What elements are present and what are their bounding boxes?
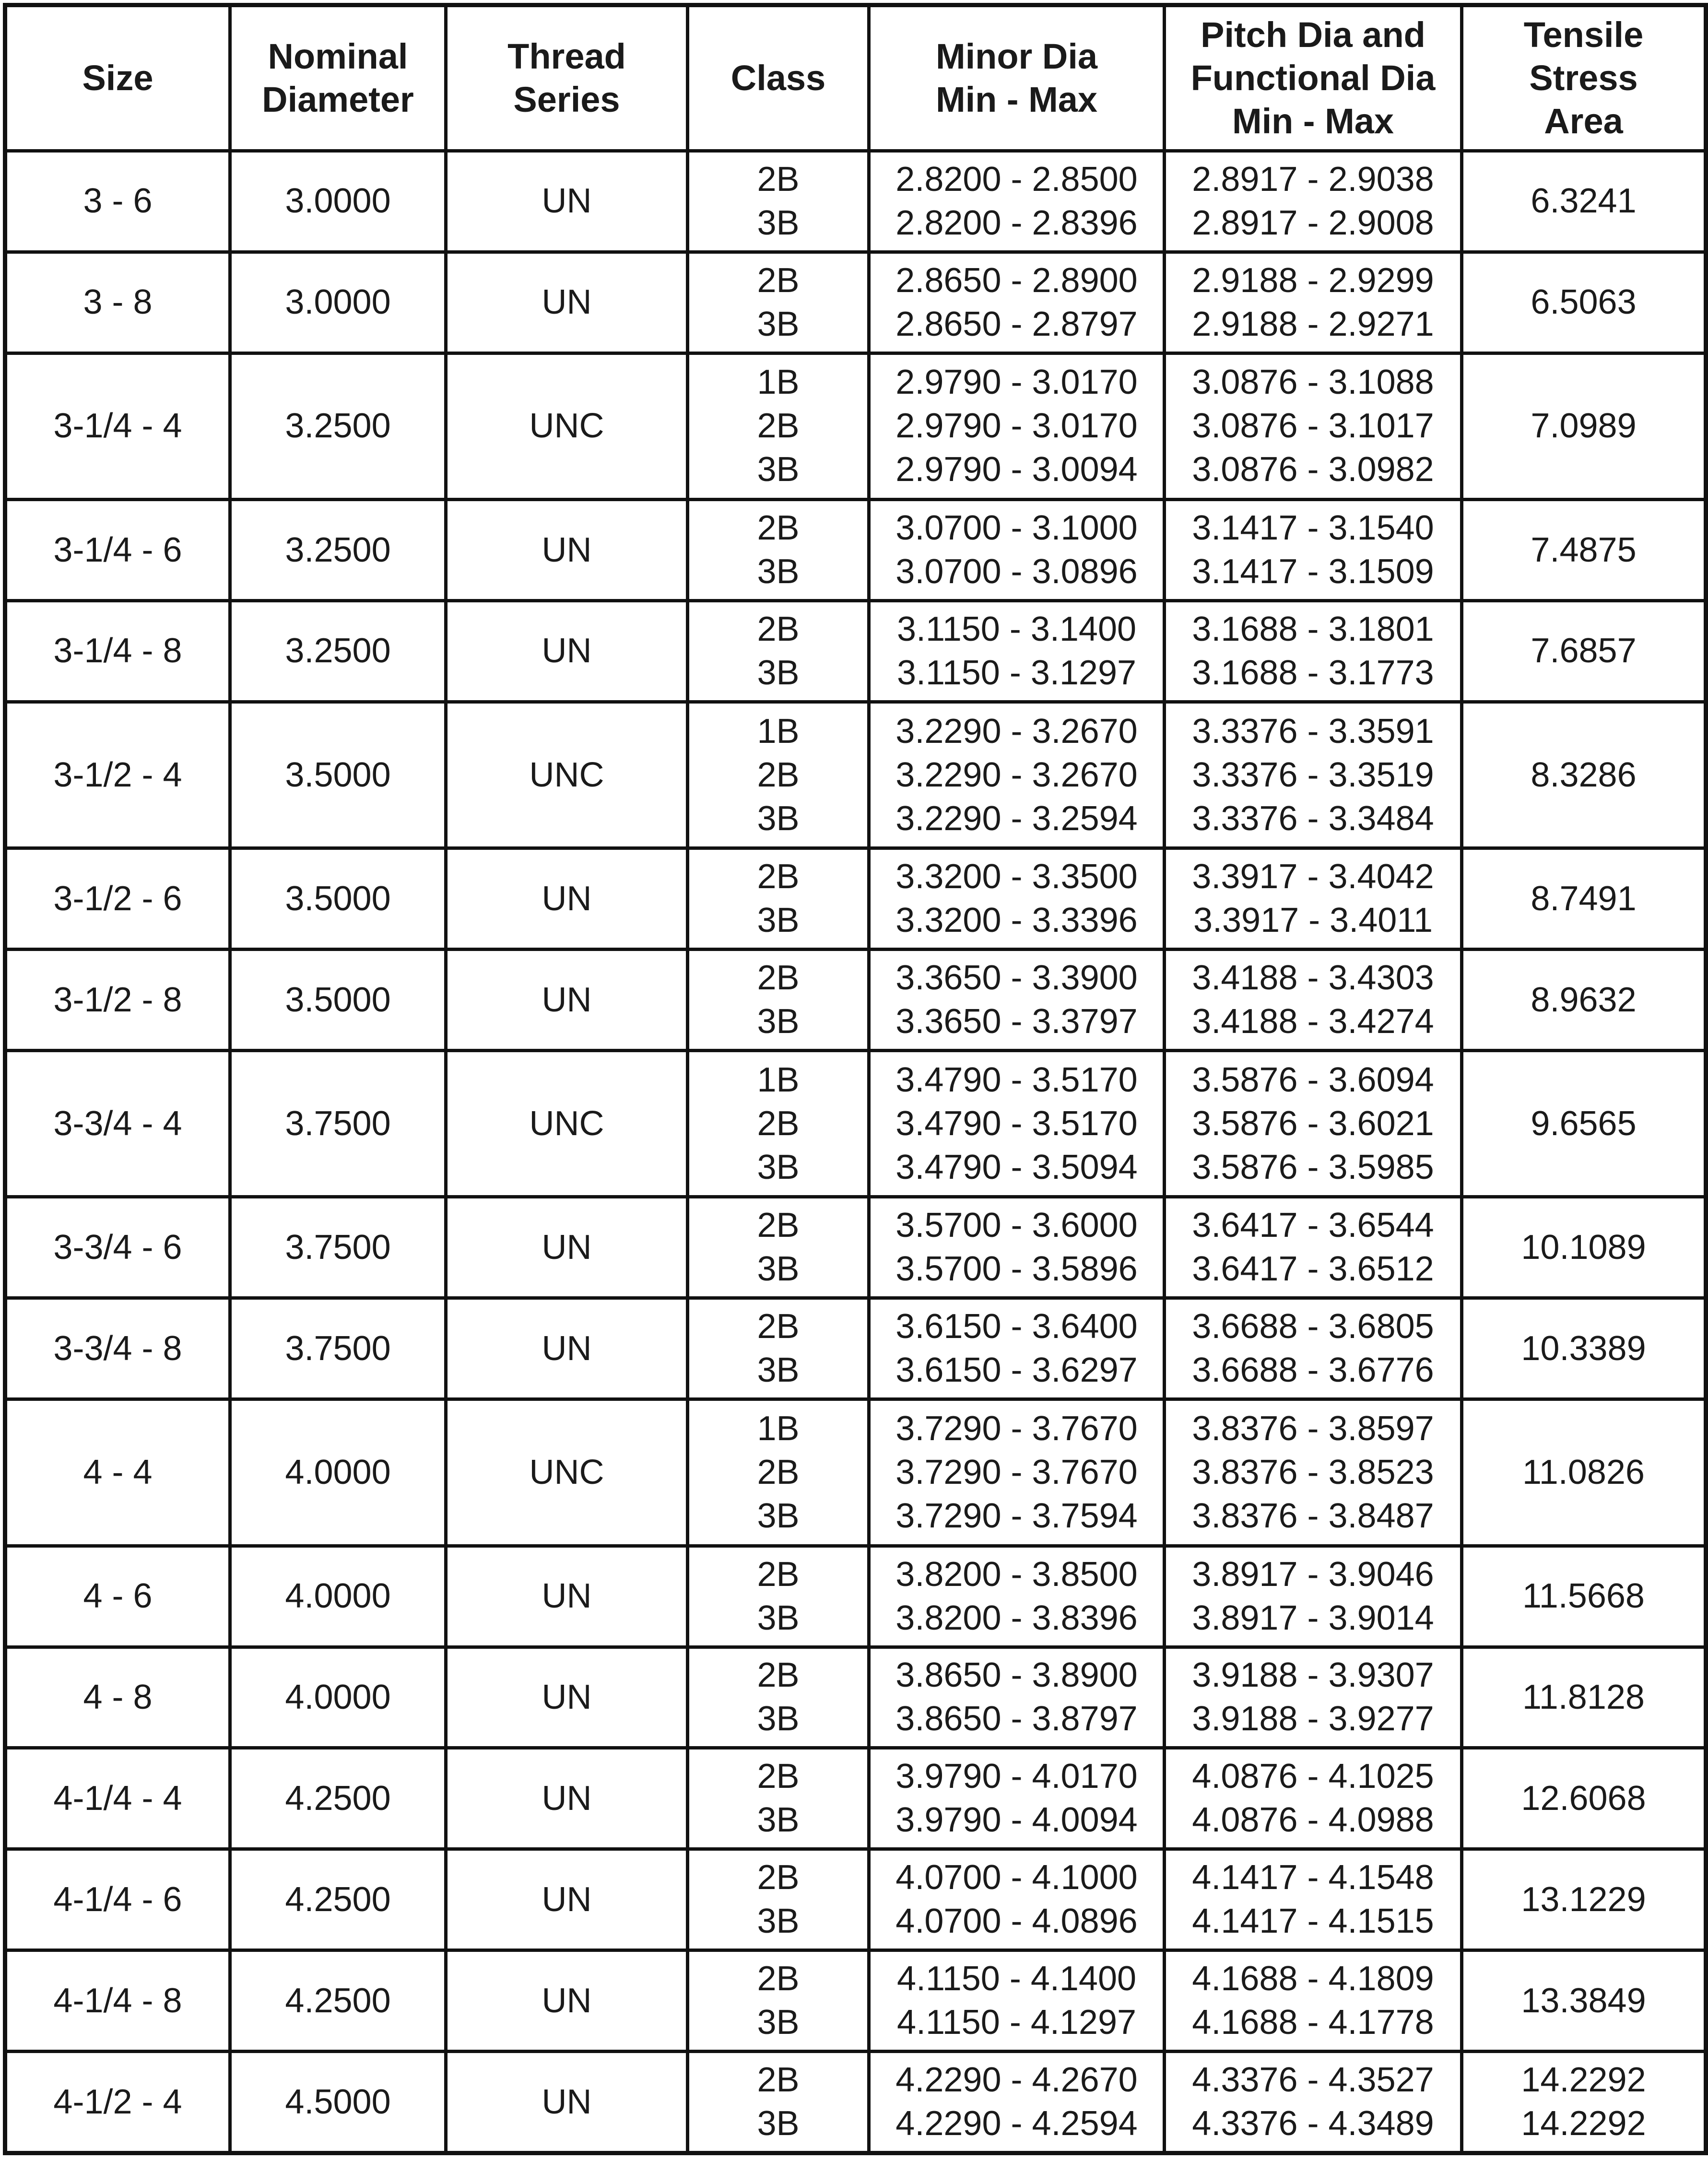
minor-dia-cell-line: 3.8650 - 3.8900 <box>895 1656 1138 1695</box>
table-row <box>5 1399 1706 1546</box>
minor-dia-cell-line: 2.9790 - 3.0094 <box>895 450 1138 489</box>
nominal-diameter-cell: 3.5000 <box>230 848 446 950</box>
thread-series-cell: UNC <box>446 353 688 499</box>
minor-dia-cell-line: 3.6150 - 3.6400 <box>895 1307 1138 1346</box>
class-cell-line: 3B <box>757 203 800 242</box>
minor-dia-cell <box>869 1647 1165 1748</box>
class-cell-line: 3B <box>757 1902 800 1941</box>
class-cell-line: 2B <box>757 1307 800 1346</box>
pitch-dia-cell <box>1165 848 1462 950</box>
nominal-diameter-cell: 4.0000 <box>230 1399 446 1546</box>
header-pitch-dia: Pitch Dia and Functional Dia Min - Max <box>1165 5 1462 151</box>
header-tensile-stress-area: Tensile Stress Area <box>1462 5 1706 151</box>
pitch-dia-cell-line: 3.5876 - 3.6094 <box>1192 1060 1434 1099</box>
tensile-stress-area-cell-line: 13.3849 <box>1521 1981 1646 2020</box>
size-cell: 3-3/4 - 4 <box>5 1051 230 1197</box>
class-cell-line: 3B <box>757 552 800 591</box>
table-row <box>5 1748 1706 1849</box>
minor-dia-cell-line: 2.9790 - 3.0170 <box>895 363 1138 402</box>
pitch-dia-cell-line: 3.3376 - 3.3519 <box>1192 755 1434 794</box>
pitch-dia-cell-line: 3.5876 - 3.6021 <box>1192 1104 1434 1143</box>
minor-dia-cell <box>869 1950 1165 2052</box>
pitch-dia-cell-line: 3.0876 - 3.0982 <box>1192 450 1434 489</box>
tensile-stress-area-cell-line: 13.1229 <box>1521 1880 1646 1919</box>
size-cell: 3-1/4 - 8 <box>5 601 230 702</box>
table-row <box>5 950 1706 1051</box>
class-cell-line: 3B <box>757 1700 800 1738</box>
pitch-dia-cell-line: 3.1688 - 3.1773 <box>1192 653 1434 692</box>
class-cell <box>688 1647 869 1748</box>
table-row <box>5 848 1706 950</box>
tensile-stress-area-cell <box>1462 950 1706 1051</box>
minor-dia-cell-line: 3.0700 - 3.1000 <box>895 509 1138 548</box>
class-cell-line: 3B <box>757 1148 800 1186</box>
pitch-dia-cell <box>1165 2052 1462 2153</box>
table-row <box>5 2052 1706 2153</box>
pitch-dia-cell-line: 3.6688 - 3.6776 <box>1192 1351 1434 1390</box>
nominal-diameter-cell: 3.5000 <box>230 950 446 1051</box>
minor-dia-cell-line: 3.7290 - 3.7670 <box>895 1409 1138 1448</box>
class-cell-line: 2B <box>757 755 800 794</box>
tensile-stress-area-cell-line: 10.1089 <box>1521 1228 1646 1267</box>
pitch-dia-cell <box>1165 1849 1462 1950</box>
class-cell <box>688 1546 869 1647</box>
nominal-diameter-cell: 4.5000 <box>230 2052 446 2153</box>
pitch-dia-cell <box>1165 1950 1462 2052</box>
class-cell-line: 1B <box>757 363 800 402</box>
minor-dia-cell-line: 2.8200 - 2.8396 <box>895 203 1138 242</box>
pitch-dia-cell <box>1165 151 1462 252</box>
pitch-dia-cell-line: 3.1688 - 3.1801 <box>1192 610 1434 648</box>
minor-dia-cell-line: 3.5700 - 3.6000 <box>895 1206 1138 1245</box>
thread-spec-table <box>3 3 1708 2155</box>
tensile-stress-area-cell <box>1462 2052 1706 2153</box>
pitch-dia-cell-line: 4.3376 - 4.3489 <box>1192 2104 1434 2143</box>
nominal-diameter-cell: 3.2500 <box>230 500 446 601</box>
pitch-dia-cell-line: 4.3376 - 4.3527 <box>1192 2061 1434 2099</box>
minor-dia-cell-line: 3.2290 - 3.2670 <box>895 755 1138 794</box>
tensile-stress-area-cell <box>1462 1748 1706 1849</box>
tensile-stress-area-cell <box>1462 151 1706 252</box>
class-cell-line: 3B <box>757 1801 800 1840</box>
class-cell-line: 3B <box>757 901 800 940</box>
pitch-dia-cell-line: 3.8376 - 3.8597 <box>1192 1409 1434 1448</box>
nominal-diameter-cell: 4.2500 <box>230 1849 446 1950</box>
pitch-dia-cell-line: 3.3917 - 3.4042 <box>1192 857 1434 896</box>
class-cell <box>688 950 869 1051</box>
header-row <box>5 5 1706 151</box>
class-cell-line: 2B <box>757 1757 800 1796</box>
pitch-dia-cell <box>1165 1748 1462 1849</box>
size-cell: 4-1/2 - 4 <box>5 2052 230 2153</box>
nominal-diameter-cell: 3.7500 <box>230 1051 446 1197</box>
minor-dia-cell-line: 3.7290 - 3.7594 <box>895 1496 1138 1535</box>
thread-series-cell: UN <box>446 1647 688 1748</box>
minor-dia-cell-line: 3.5700 - 3.5896 <box>895 1250 1138 1289</box>
pitch-dia-cell-line: 3.6417 - 3.6512 <box>1192 1250 1434 1289</box>
tensile-stress-area-cell-line: 7.0989 <box>1531 407 1637 446</box>
minor-dia-cell-line: 3.6150 - 3.6297 <box>895 1351 1138 1390</box>
class-cell-line: 2B <box>757 1206 800 1245</box>
size-cell: 3-1/2 - 6 <box>5 848 230 950</box>
tensile-stress-area-cell <box>1462 1197 1706 1298</box>
thread-series-cell: UNC <box>446 1399 688 1546</box>
table-row <box>5 252 1706 353</box>
minor-dia-cell-line: 3.4790 - 3.5170 <box>895 1104 1138 1143</box>
class-cell-line: 3B <box>757 1598 800 1637</box>
class-cell <box>688 601 869 702</box>
class-cell-line: 2B <box>757 1104 800 1143</box>
size-cell: 4 - 4 <box>5 1399 230 1546</box>
thread-series-cell: UN <box>446 1849 688 1950</box>
minor-dia-cell-line: 2.8650 - 2.8900 <box>895 261 1138 300</box>
pitch-dia-cell-line: 3.8917 - 3.9014 <box>1192 1598 1434 1637</box>
minor-dia-cell-line: 3.8650 - 3.8797 <box>895 1700 1138 1738</box>
size-cell: 4 - 6 <box>5 1546 230 1647</box>
tensile-stress-area-cell-line: 8.9632 <box>1531 980 1637 1019</box>
size-cell: 4-1/4 - 8 <box>5 1950 230 2052</box>
class-cell-line: 2B <box>757 1555 800 1594</box>
minor-dia-cell <box>869 1546 1165 1647</box>
class-cell-line: 1B <box>757 1409 800 1448</box>
class-cell-line: 2B <box>757 261 800 300</box>
table-row <box>5 1051 1706 1197</box>
pitch-dia-cell-line: 2.8917 - 2.9038 <box>1192 160 1434 199</box>
pitch-dia-cell <box>1165 702 1462 848</box>
minor-dia-cell <box>869 601 1165 702</box>
class-cell <box>688 500 869 601</box>
class-cell <box>688 702 869 848</box>
minor-dia-cell-line: 3.4790 - 3.5094 <box>895 1148 1138 1186</box>
pitch-dia-cell <box>1165 1051 1462 1197</box>
pitch-dia-cell-line: 3.3376 - 3.3484 <box>1192 799 1434 838</box>
pitch-dia-cell-line: 3.5876 - 3.5985 <box>1192 1148 1434 1186</box>
tensile-stress-area-cell <box>1462 353 1706 499</box>
pitch-dia-cell <box>1165 1647 1462 1748</box>
minor-dia-cell-line: 4.2290 - 4.2594 <box>895 2104 1138 2143</box>
header-size: Size <box>5 5 230 151</box>
tensile-stress-area-cell-line: 8.3286 <box>1531 755 1637 794</box>
header-minor-dia: Minor Dia Min - Max <box>869 5 1165 151</box>
table-body <box>5 151 1706 2153</box>
pitch-dia-cell <box>1165 950 1462 1051</box>
nominal-diameter-cell: 4.0000 <box>230 1647 446 1748</box>
minor-dia-cell-line: 3.7290 - 3.7670 <box>895 1453 1138 1491</box>
thread-series-cell: UN <box>446 601 688 702</box>
class-cell-line: 3B <box>757 305 800 343</box>
class-cell <box>688 151 869 252</box>
minor-dia-cell-line: 2.8200 - 2.8500 <box>895 160 1138 199</box>
pitch-dia-cell-line: 4.1417 - 4.1515 <box>1192 1902 1434 1941</box>
minor-dia-cell-line: 3.8200 - 3.8396 <box>895 1598 1138 1637</box>
pitch-dia-cell-line: 4.1688 - 4.1778 <box>1192 2003 1434 2042</box>
tensile-stress-area-cell <box>1462 1298 1706 1399</box>
class-cell-line: 3B <box>757 1496 800 1535</box>
tensile-stress-area-cell-line: 6.3241 <box>1531 182 1637 221</box>
table-row <box>5 1647 1706 1748</box>
tensile-stress-area-cell-line: 7.4875 <box>1531 530 1637 569</box>
size-cell: 4 - 8 <box>5 1647 230 1748</box>
thread-series-cell: UN <box>446 1298 688 1399</box>
minor-dia-cell <box>869 151 1165 252</box>
tensile-stress-area-cell <box>1462 1647 1706 1748</box>
class-cell <box>688 1197 869 1298</box>
minor-dia-cell-line: 3.3200 - 3.3500 <box>895 857 1138 896</box>
minor-dia-cell <box>869 1197 1165 1298</box>
header-thread-series: Thread Series <box>446 5 688 151</box>
pitch-dia-cell-line: 3.8376 - 3.8523 <box>1192 1453 1434 1491</box>
pitch-dia-cell-line: 3.0876 - 3.1088 <box>1192 363 1434 402</box>
pitch-dia-cell-line: 3.1417 - 3.1509 <box>1192 552 1434 591</box>
tensile-stress-area-cell-line: 11.5668 <box>1522 1577 1645 1616</box>
tensile-stress-area-cell-line: 10.3389 <box>1521 1329 1646 1368</box>
class-cell-line: 2B <box>757 160 800 199</box>
minor-dia-cell <box>869 252 1165 353</box>
class-cell <box>688 353 869 499</box>
tensile-stress-area-cell-line: 12.6068 <box>1521 1779 1646 1818</box>
size-cell: 3 - 8 <box>5 252 230 353</box>
tensile-stress-area-cell-line: 7.6857 <box>1531 632 1637 670</box>
pitch-dia-cell-line: 3.8917 - 3.9046 <box>1192 1555 1434 1594</box>
nominal-diameter-cell: 3.0000 <box>230 151 446 252</box>
thread-series-cell: UN <box>446 1197 688 1298</box>
pitch-dia-cell-line: 2.9188 - 2.9271 <box>1192 305 1434 343</box>
pitch-dia-cell <box>1165 601 1462 702</box>
minor-dia-cell-line: 4.2290 - 4.2670 <box>895 2061 1138 2099</box>
size-cell: 4-1/4 - 6 <box>5 1849 230 1950</box>
table-row <box>5 1950 1706 2052</box>
class-cell-line: 2B <box>757 407 800 446</box>
pitch-dia-cell <box>1165 1399 1462 1546</box>
tensile-stress-area-cell-line: 9.6565 <box>1531 1104 1637 1143</box>
minor-dia-cell-line: 3.0700 - 3.0896 <box>895 552 1138 591</box>
pitch-dia-cell <box>1165 252 1462 353</box>
thread-series-cell: UN <box>446 252 688 353</box>
pitch-dia-cell <box>1165 1298 1462 1399</box>
thread-series-cell: UN <box>446 2052 688 2153</box>
class-cell-line: 2B <box>757 1960 800 1998</box>
tensile-stress-area-cell <box>1462 702 1706 848</box>
class-cell-line: 2B <box>757 857 800 896</box>
table-row <box>5 1298 1706 1399</box>
class-cell-line: 3B <box>757 799 800 838</box>
class-cell <box>688 252 869 353</box>
class-cell-line: 3B <box>757 653 800 692</box>
pitch-dia-cell-line: 4.0876 - 4.1025 <box>1192 1757 1434 1796</box>
minor-dia-cell-line: 3.3650 - 3.3797 <box>895 1002 1138 1041</box>
minor-dia-cell <box>869 1399 1165 1546</box>
minor-dia-cell <box>869 1748 1165 1849</box>
pitch-dia-cell-line: 3.8376 - 3.8487 <box>1192 1496 1434 1535</box>
class-cell-line: 2B <box>757 2061 800 2099</box>
thread-series-cell: UNC <box>446 702 688 848</box>
class-cell <box>688 1950 869 2052</box>
thread-series-cell: UN <box>446 1546 688 1647</box>
class-cell-line: 3B <box>757 450 800 489</box>
class-cell-line: 3B <box>757 2003 800 2042</box>
class-cell-line: 3B <box>757 1002 800 1041</box>
pitch-dia-cell-line: 3.3917 - 3.4011 <box>1193 901 1433 940</box>
pitch-dia-cell <box>1165 353 1462 499</box>
pitch-dia-cell <box>1165 1546 1462 1647</box>
nominal-diameter-cell: 3.5000 <box>230 702 446 848</box>
table-row <box>5 601 1706 702</box>
pitch-dia-cell-line: 3.1417 - 3.1540 <box>1192 509 1434 548</box>
minor-dia-cell-line: 3.9790 - 4.0170 <box>895 1757 1138 1796</box>
tensile-stress-area-cell <box>1462 1849 1706 1950</box>
minor-dia-cell <box>869 950 1165 1051</box>
minor-dia-cell-line: 4.1150 - 4.1297 <box>896 2003 1137 2042</box>
class-cell-line: 2B <box>757 1858 800 1897</box>
class-cell-line: 2B <box>757 1453 800 1491</box>
tensile-stress-area-cell <box>1462 500 1706 601</box>
class-cell <box>688 1748 869 1849</box>
minor-dia-cell <box>869 500 1165 601</box>
tensile-stress-area-cell-line: 11.8128 <box>1522 1678 1645 1716</box>
pitch-dia-cell-line: 3.4188 - 3.4274 <box>1192 1002 1434 1041</box>
pitch-dia-cell <box>1165 1197 1462 1298</box>
table-row <box>5 702 1706 848</box>
minor-dia-cell-line: 3.8200 - 3.8500 <box>895 1555 1138 1594</box>
class-cell <box>688 1399 869 1546</box>
header-nominal-diameter: Nominal Diameter <box>230 5 446 151</box>
minor-dia-cell-line: 3.9790 - 4.0094 <box>895 1801 1138 1840</box>
thread-series-cell: UN <box>446 500 688 601</box>
minor-dia-cell <box>869 2052 1165 2153</box>
nominal-diameter-cell: 3.7500 <box>230 1298 446 1399</box>
class-cell <box>688 2052 869 2153</box>
nominal-diameter-cell: 4.2500 <box>230 1950 446 2052</box>
nominal-diameter-cell: 3.7500 <box>230 1197 446 1298</box>
pitch-dia-cell-line: 3.9188 - 3.9307 <box>1192 1656 1434 1695</box>
class-cell-line: 3B <box>757 1250 800 1289</box>
class-cell-line: 1B <box>757 712 800 751</box>
size-cell: 3-1/2 - 4 <box>5 702 230 848</box>
size-cell: 3 - 6 <box>5 151 230 252</box>
pitch-dia-cell-line: 3.3376 - 3.3591 <box>1192 712 1434 751</box>
thread-series-cell: UN <box>446 151 688 252</box>
class-cell <box>688 1298 869 1399</box>
tensile-stress-area-cell <box>1462 848 1706 950</box>
header-class: Class <box>688 5 869 151</box>
class-cell-line: 2B <box>757 610 800 648</box>
pitch-dia-cell-line: 2.9188 - 2.9299 <box>1192 261 1434 300</box>
minor-dia-cell-line: 4.0700 - 4.0896 <box>895 1902 1138 1941</box>
tensile-stress-area-cell-line: 14.2292 <box>1521 2104 1646 2143</box>
table-row <box>5 1546 1706 1647</box>
pitch-dia-cell-line: 3.6417 - 3.6544 <box>1192 1206 1434 1245</box>
table-row <box>5 151 1706 252</box>
pitch-dia-cell-line: 3.4188 - 3.4303 <box>1192 959 1434 998</box>
pitch-dia-cell-line: 4.0876 - 4.0988 <box>1192 1801 1434 1840</box>
minor-dia-cell <box>869 1849 1165 1950</box>
minor-dia-cell-line: 4.1150 - 4.1400 <box>896 1960 1137 1998</box>
nominal-diameter-cell: 3.0000 <box>230 252 446 353</box>
table-row <box>5 353 1706 499</box>
table-row <box>5 500 1706 601</box>
tensile-stress-area-cell-line: 6.5063 <box>1531 283 1637 322</box>
minor-dia-cell-line: 2.8650 - 2.8797 <box>895 305 1138 343</box>
minor-dia-cell <box>869 848 1165 950</box>
minor-dia-cell-line: 3.1150 - 3.1297 <box>896 653 1137 692</box>
pitch-dia-cell-line: 3.9188 - 3.9277 <box>1192 1700 1434 1738</box>
pitch-dia-cell-line: 3.6688 - 3.6805 <box>1192 1307 1434 1346</box>
tensile-stress-area-cell <box>1462 1051 1706 1197</box>
tensile-stress-area-cell <box>1462 252 1706 353</box>
pitch-dia-cell-line: 4.1417 - 4.1548 <box>1192 1858 1434 1897</box>
minor-dia-cell <box>869 1051 1165 1197</box>
size-cell: 4-1/4 - 4 <box>5 1748 230 1849</box>
nominal-diameter-cell: 3.2500 <box>230 353 446 499</box>
table-row <box>5 1197 1706 1298</box>
class-cell-line: 2B <box>757 509 800 548</box>
size-cell: 3-1/4 - 4 <box>5 353 230 499</box>
size-cell: 3-3/4 - 6 <box>5 1197 230 1298</box>
class-cell <box>688 848 869 950</box>
tensile-stress-area-cell <box>1462 1950 1706 2052</box>
nominal-diameter-cell: 4.2500 <box>230 1748 446 1849</box>
thread-series-cell: UN <box>446 1950 688 2052</box>
minor-dia-cell <box>869 353 1165 499</box>
minor-dia-cell-line: 3.2290 - 3.2594 <box>895 799 1138 838</box>
tensile-stress-area-cell-line: 8.7491 <box>1531 879 1637 918</box>
pitch-dia-cell-line: 3.0876 - 3.1017 <box>1192 407 1434 446</box>
table-row <box>5 1849 1706 1950</box>
minor-dia-cell-line: 3.1150 - 3.1400 <box>896 610 1137 648</box>
class-cell-line: 2B <box>757 1656 800 1695</box>
tensile-stress-area-cell <box>1462 1546 1706 1647</box>
size-cell: 3-3/4 - 8 <box>5 1298 230 1399</box>
minor-dia-cell-line: 3.2290 - 3.2670 <box>895 712 1138 751</box>
tensile-stress-area-cell <box>1462 601 1706 702</box>
tensile-stress-area-cell-line: 11.0826 <box>1522 1453 1645 1491</box>
minor-dia-cell-line: 4.0700 - 4.1000 <box>895 1858 1138 1897</box>
class-cell <box>688 1849 869 1950</box>
thread-series-cell: UNC <box>446 1051 688 1197</box>
class-cell-line: 1B <box>757 1060 800 1099</box>
size-cell: 3-1/4 - 6 <box>5 500 230 601</box>
minor-dia-cell-line: 2.9790 - 3.0170 <box>895 407 1138 446</box>
nominal-diameter-cell: 4.0000 <box>230 1546 446 1647</box>
size-cell: 3-1/2 - 8 <box>5 950 230 1051</box>
tensile-stress-area-cell <box>1462 1399 1706 1546</box>
thread-series-cell: UN <box>446 848 688 950</box>
thread-series-cell: UN <box>446 1748 688 1849</box>
class-cell-line: 2B <box>757 959 800 998</box>
thread-series-cell: UN <box>446 950 688 1051</box>
class-cell-line: 3B <box>757 2104 800 2143</box>
minor-dia-cell <box>869 1298 1165 1399</box>
nominal-diameter-cell: 3.2500 <box>230 601 446 702</box>
pitch-dia-cell <box>1165 500 1462 601</box>
minor-dia-cell-line: 3.3650 - 3.3900 <box>895 959 1138 998</box>
minor-dia-cell <box>869 702 1165 848</box>
minor-dia-cell-line: 3.4790 - 3.5170 <box>895 1060 1138 1099</box>
class-cell <box>688 1051 869 1197</box>
minor-dia-cell-line: 3.3200 - 3.3396 <box>895 901 1138 940</box>
pitch-dia-cell-line: 4.1688 - 4.1809 <box>1192 1960 1434 1998</box>
class-cell-line: 3B <box>757 1351 800 1390</box>
pitch-dia-cell-line: 2.8917 - 2.9008 <box>1192 203 1434 242</box>
tensile-stress-area-cell-line: 14.2292 <box>1521 2061 1646 2099</box>
